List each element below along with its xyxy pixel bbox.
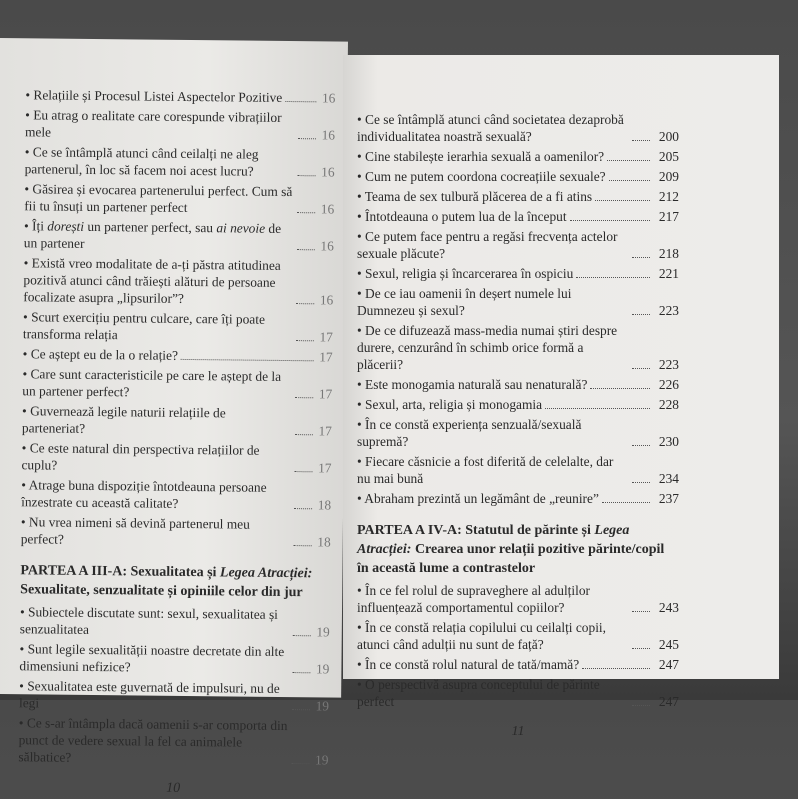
entry-title: • Există vreo modalitate de a-ți păstra atitudinea pozitivă atunci când trăiești alături de persoane focalizate asupra „lipsurilor”?: [23, 254, 294, 308]
dot-leader: [181, 359, 314, 361]
toc-entry: [23, 254, 334, 308]
entry-page: 218: [658, 246, 679, 261]
toc-entry: [357, 265, 679, 282]
dot-leader: [296, 340, 314, 341]
entry-title-part: Îți: [32, 218, 48, 234]
dot-leader: [291, 763, 309, 764]
toc-entry: [25, 106, 335, 143]
toc-entry: [25, 143, 335, 180]
toc-entry: [24, 180, 334, 217]
entry-title: [24, 217, 294, 254]
entry-page: 200: [658, 129, 679, 144]
heading-italic: Legea Atracției:: [219, 565, 313, 582]
toc-entry: [357, 619, 679, 653]
dot-leader: [582, 668, 650, 669]
entry-title: • O perspectivă asupra conceptului de părinte perfect: [357, 676, 629, 710]
dot-leader: [545, 408, 650, 409]
entry-title: • Relațiile și Procesul Listei Aspectelor Pozitive: [25, 86, 282, 106]
toc-entry: [357, 208, 679, 225]
dot-leader: [295, 397, 313, 398]
entry-page: 237: [658, 491, 679, 506]
toc-entry: [18, 714, 329, 768]
dot-leader: [632, 611, 650, 612]
entry-title-italic: dorești: [47, 218, 85, 234]
section-heading: [20, 561, 330, 602]
entry-title-italic: ai nevoie: [216, 220, 266, 236]
entry-title: • În ce constă relația copilului cu ceilalți copii, atunci când adulții nu sunt de față?: [357, 619, 629, 653]
entry-title: • Fiecare căsnicie a fost diferită de celelalte, dar nu mai bună: [357, 453, 629, 487]
entry-title: • Ce se întâmplă atunci când ceilalți ne aleg partenerul, în loc să facem noi acest lucru?: [25, 143, 295, 180]
dot-leader: [632, 140, 650, 141]
heading-text: Sexualitate, senzualitate și opiniile celor din jur: [20, 582, 303, 601]
entry-page: 18: [317, 534, 331, 550]
dot-leader: [295, 434, 313, 435]
entry-title: • În ce fel rolul de supraveghere al adulților influențează comportamentul copiilor?: [357, 582, 629, 616]
entry-title: • Abraham prezintă un legământ de „reunire”: [357, 490, 599, 507]
page-number: 11: [511, 724, 525, 739]
entry-page: 226: [658, 377, 679, 392]
toc-entry: [21, 439, 331, 476]
dot-leader: [292, 709, 310, 710]
entry-title: • Găsirea și evocarea partenerului perfect. Cum să fii tu însuți un partener perfect: [24, 180, 294, 217]
dot-leader: [570, 220, 650, 221]
entry-title: • Cum ne putem coordona cocreațiile sexuale?: [357, 168, 606, 185]
entry-page: 217: [658, 209, 679, 224]
entry-title: • Ce putem face pentru a regăsi frecvența actelor sexuale plăcute?: [357, 228, 629, 262]
entry-page: 17: [319, 329, 333, 345]
entry-title: • În ce constă rolul natural de tată/mamă?: [357, 656, 579, 673]
entry-title: • Ce aștept eu de la o relație?: [23, 345, 178, 364]
entry-page: 16: [319, 292, 334, 308]
toc-entry: [357, 656, 679, 673]
entry-page: 19: [315, 661, 330, 677]
entry-title: • De ce iau oamenii în deșert numele lui Dumnezeu și sexul?: [357, 285, 629, 319]
toc-entry: [357, 322, 679, 373]
entry-title-part: de un partener: [23, 220, 282, 251]
toc-entry: [22, 365, 332, 402]
entry-title: • Atrage buna dispoziție întotdeauna persoane înzestrate cu această calitate?: [21, 476, 291, 513]
dot-leader: [632, 368, 650, 369]
entry-title: • Care sunt caracteristicile pe care le aștept de la un partener perfect?: [22, 365, 292, 402]
dot-leader: [285, 101, 316, 102]
entry-page: 247: [658, 657, 679, 672]
entry-title: • Întotdeauna o putem lua de la început: [357, 208, 567, 225]
dot-leader: [576, 277, 650, 278]
toc-entry: [19, 640, 329, 677]
entry-page: 17: [318, 423, 332, 439]
dot-leader: [297, 212, 315, 213]
toc-entry: [20, 603, 330, 640]
toc-entry: [357, 111, 679, 145]
toc-entry: [357, 168, 679, 185]
entry-title: • Sexul, arta, religia și monogamia: [357, 396, 542, 413]
entry-page: 16: [321, 164, 335, 180]
entry-title: • Cine stabilește ierarhia sexuală a oamenilor?: [357, 148, 604, 165]
dot-leader: [609, 180, 650, 181]
heading-text: PARTEA A IV-A: Statutul de părinte și: [357, 523, 595, 538]
dot-leader: [293, 635, 311, 636]
toc-entry: [23, 345, 333, 365]
entry-title: • Este monogamia naturală sau nenaturală?: [357, 376, 587, 393]
entry-title: • Sexul, religia și încarcerarea în ospiciu: [357, 265, 573, 282]
entry-page: 221: [658, 266, 679, 281]
entry-page: 205: [658, 149, 679, 164]
entry-page: 17: [318, 386, 333, 402]
page-number: 10: [166, 780, 181, 796]
entry-title: • Eu atrag o realitate care corespunde vibrațiilor mele: [25, 106, 295, 143]
entry-title: • Nu vrea nimeni să devină partenerul meu perfect?: [21, 513, 291, 550]
entry-title: • Sunt legile sexualității noastre decretate din alte dimensiuni nefizice?: [19, 640, 289, 677]
entry-title: • Ce se întâmplă atunci când societatea dezaprobă individualitatea noastră sexuală?: [357, 111, 629, 145]
toc-entry: [25, 86, 335, 106]
entry-page: 16: [320, 238, 334, 254]
entry-page: 212: [658, 189, 679, 204]
dot-leader: [294, 545, 312, 546]
entry-title: • Teama de sex tulbură plăcerea de a fi atins: [357, 188, 592, 205]
dot-leader: [298, 175, 316, 176]
toc-entry: [357, 453, 679, 487]
entry-title-part: un partener perfect, sau: [83, 218, 217, 236]
entry-page: 16: [320, 201, 335, 217]
toc-entry: [23, 308, 333, 345]
toc-entry: [357, 228, 679, 262]
entry-page: 19: [315, 698, 330, 714]
toc-entry: [357, 148, 679, 165]
dot-leader: [632, 482, 650, 483]
dot-leader: [595, 200, 650, 201]
dot-leader: [292, 672, 310, 673]
entry-page: 209: [658, 169, 679, 184]
dot-leader: [602, 502, 650, 503]
toc-entry: [357, 676, 679, 710]
toc-entry: [357, 188, 679, 205]
entry-title: • Scurt exercițiu pentru culcare, care îți poate transforma relația: [23, 308, 293, 345]
dot-leader: [590, 388, 650, 389]
section-heading: [357, 521, 679, 578]
dot-leader: [632, 705, 650, 706]
entry-page: 228: [658, 397, 679, 412]
toc-entry: [21, 476, 331, 513]
entry-title: • Sexualitatea este guvernată de impulsuri, nu de legi: [19, 677, 289, 714]
left-page: [0, 38, 348, 796]
entry-title: • Ce este natural din perspectiva relațiilor de cuplu?: [21, 439, 291, 476]
dot-leader: [632, 314, 650, 315]
entry-page: 17: [319, 349, 333, 365]
entry-page: 16: [321, 90, 336, 106]
entry-page: 19: [314, 752, 329, 768]
dot-leader: [297, 249, 315, 250]
entry-page: 245: [658, 637, 679, 652]
heading-text: Crearea unor relații pozitive părinte/copil în această lume a contrastelor: [357, 542, 665, 576]
toc-entry: [357, 396, 679, 413]
dot-leader: [294, 508, 312, 509]
dot-leader: [632, 445, 650, 446]
entry-page: 243: [658, 600, 679, 615]
entry-page: 223: [658, 357, 679, 372]
entry-page: 16: [321, 127, 336, 143]
heading-text: PARTEA A III-A: Sexualitatea și: [20, 563, 221, 581]
entry-page: 18: [317, 497, 332, 513]
entry-page: 234: [658, 471, 679, 486]
entry-page: 230: [658, 434, 679, 449]
toc-entry: [24, 217, 334, 254]
heading-italic: Legea Atracției:: [357, 523, 630, 557]
entry-title: • Subiectele discutate sunt: sexul, sexualitatea și senzualitatea: [20, 603, 290, 640]
toc-entry: [22, 402, 332, 439]
dot-leader: [296, 303, 314, 304]
entry-title: • De ce difuzează mass-media numai știri despre durere, cenzurând în schimb orice formă a plăcerii?: [357, 322, 629, 373]
toc-entry: [21, 513, 331, 550]
entry-title: • Guvernează legile naturii relațiile de parteneriat?: [22, 402, 292, 439]
dot-leader: [294, 471, 312, 472]
dot-leader: [632, 257, 650, 258]
toc-entry: [19, 677, 329, 714]
entry-page: 19: [316, 624, 330, 640]
dot-leader: [607, 160, 650, 161]
entry-page: 223: [658, 303, 679, 318]
toc-entry: [357, 582, 679, 616]
toc-entry: [357, 285, 679, 319]
dot-leader: [632, 648, 650, 649]
entry-page: 247: [658, 694, 679, 709]
dot-leader: [298, 138, 316, 139]
entry-title: • În ce constă experiența senzuală/sexuală supremă?: [357, 416, 629, 450]
right-page: [343, 55, 779, 739]
toc-entry: [357, 490, 679, 507]
entry-page: 17: [318, 460, 332, 476]
entry-title: • Ce s-ar întâmpla dacă oamenii s-ar comporta din punct de vedere sexual la fel ca animalele sălbatice?: [18, 714, 289, 768]
toc-entry: [357, 376, 679, 393]
toc-entry: [357, 416, 679, 450]
